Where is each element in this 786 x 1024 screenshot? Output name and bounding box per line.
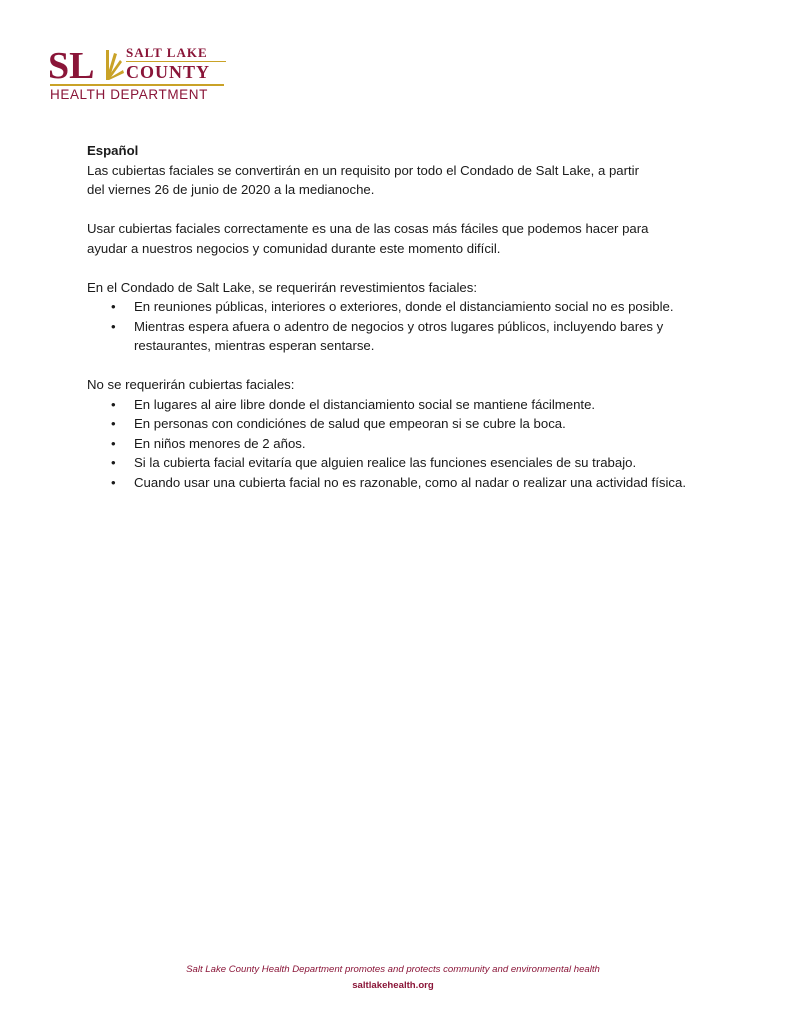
logo-line-salt-lake: SALT LAKE: [126, 46, 226, 62]
list-item: [87, 453, 707, 473]
county-wordmark: [126, 46, 226, 82]
list-item: [87, 317, 707, 356]
paragraph2-line-2: ayudar a nuestros negocios y comunidad durante este momento difícil.: [87, 240, 501, 256]
list-item: [87, 434, 707, 454]
salt-lake-county-health-logo: [48, 44, 228, 106]
spacer: [87, 200, 707, 220]
not-required-list: [87, 395, 707, 493]
required-heading: En el Condado de Salt Lake, se requerirán revestimientos faciales:: [87, 279, 477, 295]
logo-divider: [50, 84, 224, 86]
footer-website-link[interactable]: saltlakehealth.org: [352, 980, 434, 991]
bullet-icon: •: [111, 455, 116, 470]
list-item-text: Cuando usar una cubierta facial no es razonable, como al nadar o realizar una actividad física.: [134, 474, 687, 490]
intro-line-1: Las cubiertas faciales se convertirán en un requisito por todo el Condado de Salt Lake, a partir: [87, 162, 640, 178]
paragraph2-line-1: Usar cubiertas faciales correctamente es una de las cosas más fáciles que podemos hacer para: [87, 221, 649, 236]
svg-text:SL: SL: [48, 46, 95, 82]
bullet-icon: •: [111, 416, 116, 431]
sl-monogram-icon: [48, 46, 124, 82]
list-item-text: Si la cubierta facial evitaría que alguien realice las funciones esenciales de su trabajo.: [134, 455, 637, 470]
bullet-icon: •: [111, 396, 116, 412]
list-item-text: Mientras espera afuera o adentro de negocios y otros lugares públicos, incluyendo bares y restaurantes, mientras esperan sentarse.: [134, 318, 664, 353]
bullet-icon: •: [111, 435, 116, 451]
list-item: [87, 395, 707, 415]
list-item: [87, 297, 707, 317]
bullet-icon: •: [111, 318, 116, 334]
bullet-icon: •: [111, 474, 116, 490]
required-list: [87, 297, 707, 356]
document-heading: Español: [87, 143, 139, 158]
document-body: [87, 141, 707, 492]
list-item-text: En reuniones públicas, interiores o exteriores, donde el distanciamiento social no es posible.: [134, 299, 674, 314]
list-item-text: En niños menores de 2 años.: [134, 435, 306, 451]
bullet-icon: •: [111, 299, 116, 314]
logo-line-county: COUNTY: [126, 62, 211, 82]
logo-department: HEALTH DEPARTMENT: [50, 87, 208, 102]
spacer: [87, 258, 707, 278]
list-item-text: En personas con condiciónes de salud que empeoran si se cubre la boca.: [134, 416, 566, 431]
list-item: [87, 473, 707, 493]
intro-line-2: del viernes 26 de junio de 2020 a la medianoche.: [87, 182, 375, 197]
not-required-heading: No se requerirán cubiertas faciales:: [87, 377, 295, 392]
list-item-text: En lugares al aire libre donde el distanciamiento social se mantiene fácilmente.: [134, 396, 596, 412]
list-item: [87, 414, 707, 434]
footer-tagline: Salt Lake County Health Department promotes and protects community and environmental health: [186, 964, 600, 975]
spacer: [87, 356, 707, 376]
